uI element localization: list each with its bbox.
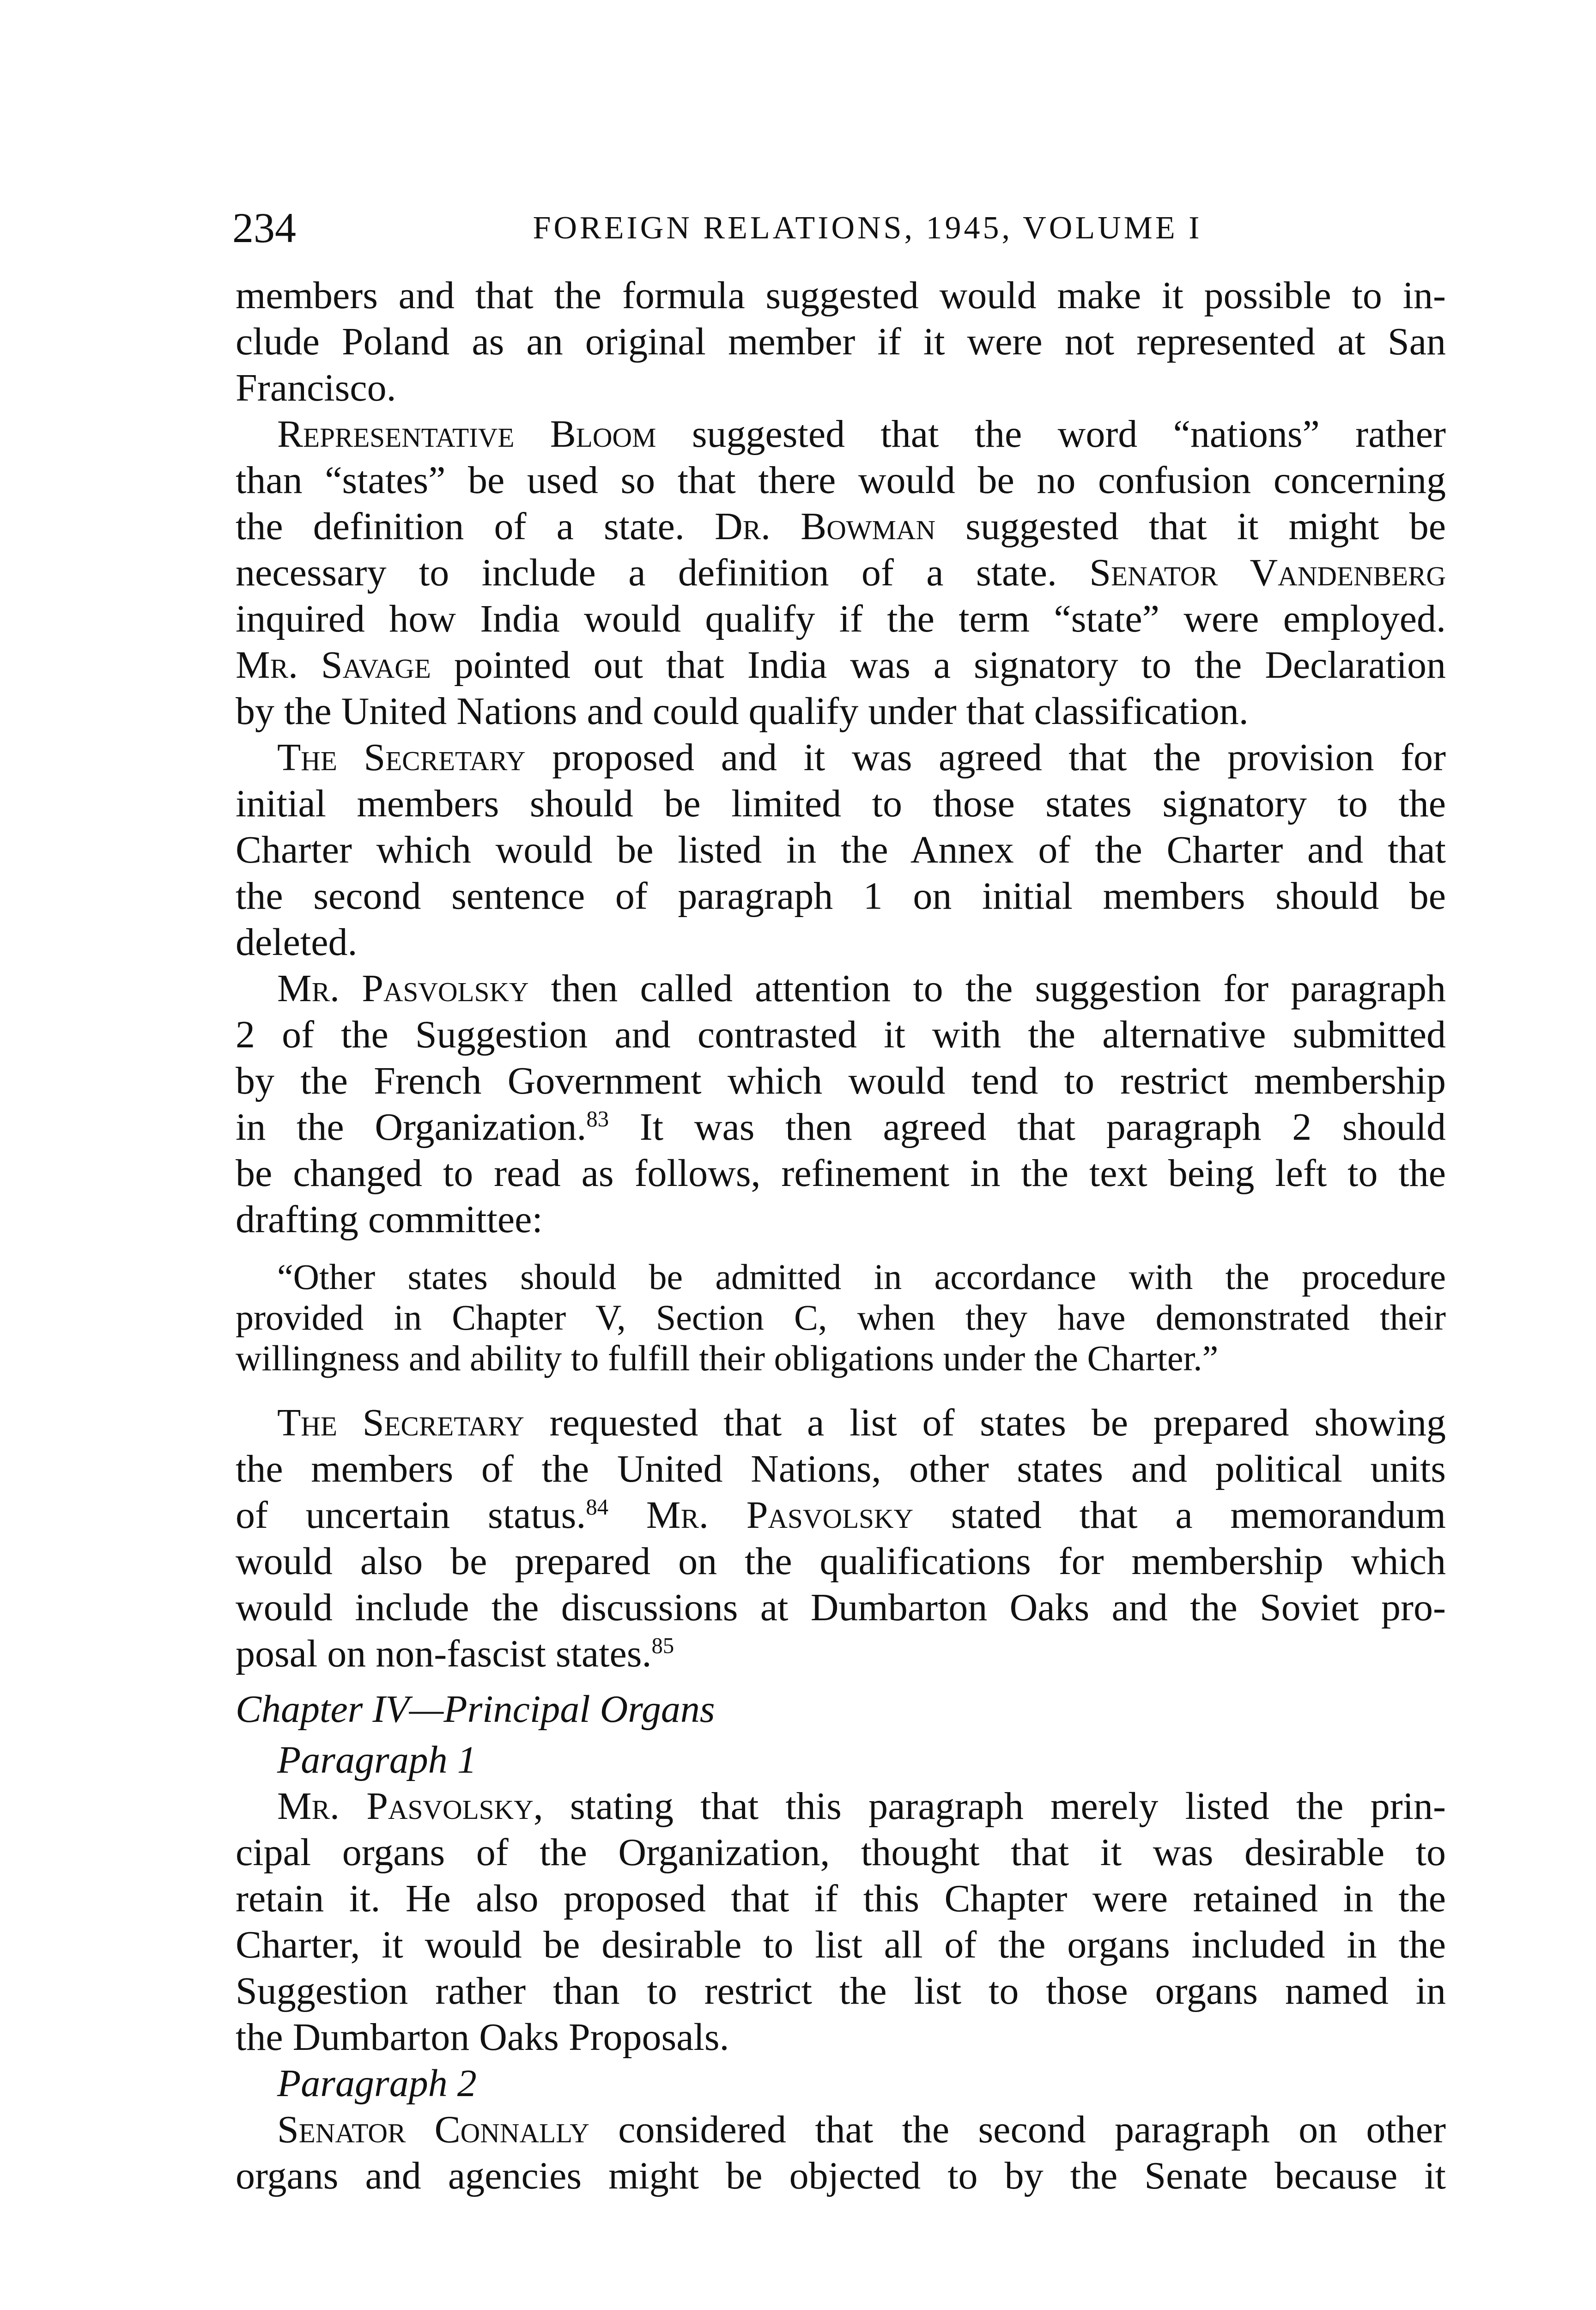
text-line: retain it. He also proposed that if this Chapter were retained in the (236, 1877, 1446, 1920)
text-line: Suggestion rather than to restrict the list to those organs named in (236, 1970, 1446, 2012)
text-line: the second sentence of paragraph 1 on initial members should be (236, 875, 1446, 918)
speaker-name: Dr. Bowman (715, 505, 936, 548)
speaker-name: Senator Vandenberg (1089, 551, 1446, 594)
text-line: be changed to read as follows, refinement in the text being left to the (236, 1152, 1446, 1195)
text-line: clude Poland as an original member if it were not represented at San (236, 320, 1446, 363)
text-line: necessary to include a definition of a state. Senator Vandenberg (236, 551, 1446, 594)
text-line: drafting committee: (236, 1198, 543, 1241)
text-line: Senator Connally considered that the second paragraph on other (277, 2108, 1446, 2151)
text-line: Mr. Pasvolsky, stating that this paragraph merely listed the prin- (277, 1785, 1446, 1828)
speaker-name: The Secretary (277, 1401, 524, 1444)
quote-line: willingness and ability to fulfill their obligations under the Charter.” (236, 1338, 1219, 1378)
text-line: Charter which would be listed in the Annex of the Charter and that (236, 828, 1446, 871)
footnote-ref: 85 (651, 1633, 674, 1658)
text-line: of uncertain status.$^{84}$ Mr. Pasvolsky stated that a memorandum (236, 1494, 1446, 1537)
page-number: 234 (232, 204, 296, 251)
text-line: deleted. (236, 921, 358, 964)
text-line: in the Organization.$^{83}$ It was then agreed that paragraph 2 should (236, 1106, 1446, 1149)
text-line: the Dumbarton Oaks Proposals. (236, 2016, 729, 2059)
footnote-ref: 84 (586, 1495, 609, 1520)
text-line: inquired how India would qualify if the term “state” were employed. (236, 597, 1446, 640)
speaker-name: The Secretary (277, 736, 526, 779)
speaker-name: Mr. Savage (236, 644, 431, 687)
text-line: the members of the United Nations, other states and political units (236, 1447, 1446, 1490)
text-line: cipal organs of the Organization, thought that it was desirable to (236, 1831, 1446, 1874)
speaker-name: Senator Connally (277, 2108, 589, 2151)
speaker-name: Mr. Pasvolsky (277, 967, 529, 1010)
text-line: would include the discussions at Dumbarton Oaks and the Soviet pro- (236, 1586, 1446, 1629)
paragraph-heading: Paragraph 1 (277, 1739, 477, 1781)
text-line: Francisco. (236, 366, 396, 409)
text-line: would also be prepared on the qualifications for membership which (236, 1540, 1446, 1583)
text-line: than “states” be used so that there would be no confusion concerning (236, 459, 1446, 502)
paragraph-heading: Paragraph 2 (277, 2062, 477, 2105)
text-line: The Secretary requested that a list of states be prepared showing (277, 1401, 1446, 1444)
footnote-ref: 83 (586, 1106, 609, 1131)
speaker-name: Mr. Pasvolsky (646, 1494, 914, 1537)
speaker-name: Mr. Pasvolsky (277, 1785, 534, 1828)
text-line: Charter, it would be desirable to list all of the organs included in the (236, 1923, 1446, 1966)
text-line: by the French Government which would tend to restrict membership (236, 1059, 1446, 1102)
chapter-heading: Chapter IV—Principal Organs (236, 1688, 715, 1731)
quote-line: “Other states should be admitted in accordance with the procedure (277, 1257, 1446, 1297)
quote-line: provided in Chapter V, Section C, when they have demonstrated their (236, 1297, 1446, 1337)
text-line: Mr. Pasvolsky then called attention to the suggestion for paragraph (277, 967, 1446, 1010)
text-line: members and that the formula suggested would make it possible to in- (236, 274, 1446, 317)
speaker-name: Representative Bloom (277, 413, 656, 456)
text-line: initial members should be limited to those states signatory to the (236, 782, 1446, 825)
text-line: the definition of a state. Dr. Bowman suggested that it might be (236, 505, 1446, 548)
text-line: posal on non-fascist states.$^{85}$ (236, 1632, 674, 1675)
text-line: by the United Nations and could qualify under that classification. (236, 690, 1249, 733)
page-header (232, 202, 1447, 253)
text-line: Mr. Savage pointed out that India was a signatory to the Declaration (236, 644, 1446, 687)
text-line: The Secretary proposed and it was agreed that the provision for (277, 736, 1446, 779)
text-line: 2 of the Suggestion and contrasted it with the alternative submitted (236, 1013, 1446, 1056)
text-line: Representative Bloom suggested that the word “nations” rather (277, 413, 1446, 456)
text-line: organs and agencies might be objected to by the Senate because it (236, 2154, 1446, 2197)
running-title: FOREIGN RELATIONS, 1945, VOLUME I (533, 210, 1202, 246)
